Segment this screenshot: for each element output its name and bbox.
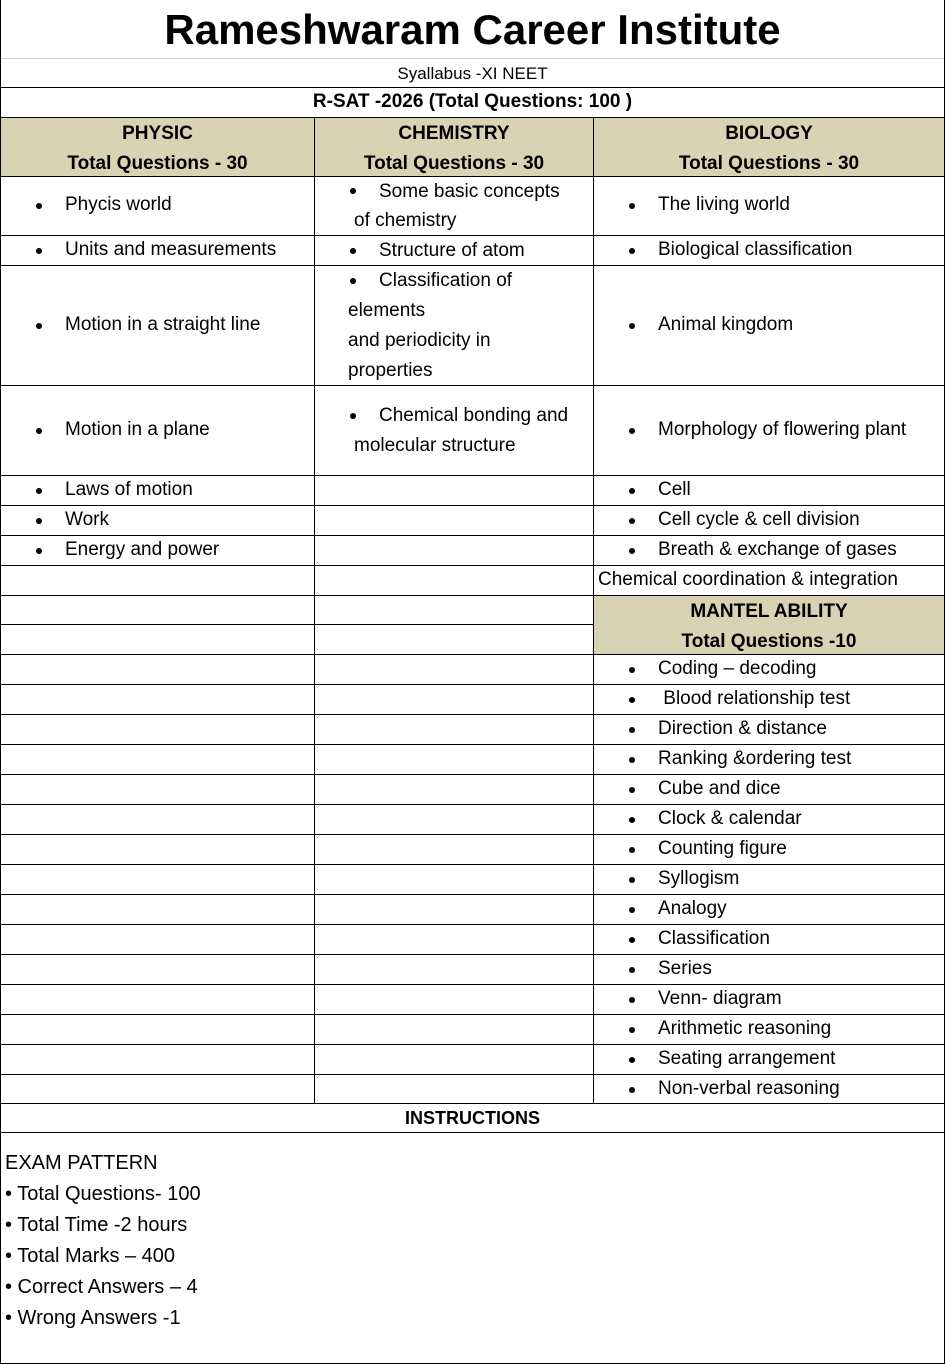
- list-item: [594, 775, 944, 804]
- chemistry-topic-line: molecular structure: [354, 435, 516, 456]
- physics-topic: Units and measurements: [65, 239, 277, 260]
- divider: [0, 744, 945, 745]
- list-item: [594, 386, 944, 475]
- list-item: [594, 805, 944, 834]
- divider: [314, 117, 315, 1104]
- biology-topic: Cell: [658, 479, 691, 500]
- exam-pattern-title: EXAM PATTERN: [5, 1152, 158, 1174]
- list-item: [1, 476, 314, 505]
- biology-name: BIOLOGY: [725, 123, 813, 144]
- mental-topic: Counting figure: [658, 838, 787, 859]
- mental-topic: Seating arrangement: [658, 1048, 836, 1069]
- exam-pattern-item: • Correct Answers – 4: [5, 1276, 198, 1298]
- biology-topic: Animal kingdom: [658, 314, 794, 335]
- list-item: [594, 506, 944, 535]
- list-item: [1, 506, 314, 535]
- divider: [0, 924, 945, 925]
- divider: [0, 954, 945, 955]
- bullet-icon: [36, 518, 42, 524]
- bullet-icon: [629, 488, 635, 494]
- biology-topic: Cell cycle & cell division: [658, 509, 860, 530]
- chemistry-topic-line: Classification of: [379, 270, 513, 291]
- list-item: [594, 925, 944, 954]
- list-item: [594, 955, 944, 984]
- mental-topic: Cube and dice: [658, 778, 781, 799]
- mental-topic: Blood relationship test: [658, 688, 851, 709]
- list-item: [594, 985, 944, 1014]
- exam-line: R-SAT -2026 (Total Questions: 100 ): [312, 91, 633, 112]
- list-item: [1, 236, 314, 265]
- list-item: [594, 566, 944, 595]
- list-item: [594, 685, 944, 714]
- list-item: [315, 236, 593, 265]
- divider: [0, 714, 945, 715]
- list-item: [594, 476, 944, 505]
- mental-header: [594, 596, 944, 654]
- chemistry-topic-line: properties: [348, 360, 433, 381]
- bullet-icon: [629, 817, 635, 823]
- bullet-icon: [36, 488, 42, 494]
- mental-topic: Classification: [658, 928, 770, 949]
- biology-topic: Biological classification: [658, 239, 853, 260]
- list-item: [594, 715, 944, 744]
- mental-topic: Coding – decoding: [658, 658, 817, 679]
- list-item: [315, 177, 593, 235]
- chemistry-header: [315, 118, 593, 176]
- divider: [0, 87, 1, 1364]
- biology-total: Total Questions - 30: [678, 153, 860, 174]
- divider: [0, 1074, 945, 1075]
- chemistry-topic-line: Some basic concepts: [379, 181, 560, 202]
- list-item: [594, 177, 944, 235]
- mental-topic: Arithmetic reasoning: [658, 1018, 832, 1039]
- syllabus-subtitle: Syallabus -XI NEET: [397, 64, 548, 83]
- physics-topic: Work: [65, 509, 109, 530]
- divider: [0, 58, 945, 59]
- divider: [0, 1014, 945, 1015]
- bullet-icon: [36, 203, 42, 209]
- divider: [0, 624, 594, 625]
- divider: [0, 595, 945, 596]
- bullet-icon: [629, 787, 635, 793]
- mental-topic: Clock & calendar: [658, 808, 802, 829]
- biology-topic: Chemical coordination & integration: [598, 569, 898, 590]
- bullet-icon: [629, 248, 635, 254]
- bullet-icon: [629, 548, 635, 554]
- divider: [0, 505, 945, 506]
- physics-header: [1, 118, 314, 176]
- divider: [0, 984, 945, 985]
- divider: [593, 117, 594, 1104]
- divider: [0, 804, 945, 805]
- mental-topic: Series: [658, 958, 712, 979]
- physics-total: Total Questions - 30: [67, 153, 248, 174]
- divider: [0, 894, 945, 895]
- divider: [0, 1363, 945, 1364]
- list-item: [594, 1015, 944, 1044]
- list-item: [315, 266, 593, 385]
- mental-topic: Analogy: [658, 898, 727, 919]
- divider: [0, 654, 945, 655]
- biology-header: [594, 118, 944, 176]
- bullet-icon: [350, 188, 356, 194]
- mental-topic: Ranking &ordering test: [658, 748, 852, 769]
- mental-name: MANTEL ABILITY: [690, 601, 848, 622]
- bullet-icon: [629, 727, 635, 733]
- physics-name: PHYSIC: [122, 123, 193, 144]
- list-item: [594, 655, 944, 684]
- divider: [0, 235, 945, 236]
- mental-topic: Direction & distance: [658, 718, 827, 739]
- bullet-icon: [350, 248, 356, 254]
- bullet-icon: [36, 248, 42, 254]
- list-item: [594, 1045, 944, 1074]
- list-item: [1, 266, 314, 385]
- chemistry-total: Total Questions - 30: [363, 153, 545, 174]
- exam-pattern-item: • Total Questions- 100: [5, 1183, 201, 1205]
- list-item: [315, 386, 593, 475]
- bullet-icon: [629, 518, 635, 524]
- divider: [0, 117, 945, 118]
- bullet-icon: [36, 323, 42, 329]
- list-item: [594, 745, 944, 774]
- page-title: Rameshwaram Career Institute: [164, 6, 781, 53]
- exam-pattern-item: • Total Time -2 hours: [5, 1214, 188, 1236]
- list-item: [594, 865, 944, 894]
- chemistry-topic-line: Structure of atom: [379, 240, 525, 261]
- list-item: [594, 266, 944, 385]
- bullet-icon: [629, 428, 635, 434]
- divider: [0, 864, 945, 865]
- chemistry-topic-line: Chemical bonding and: [379, 405, 569, 426]
- biology-topic: Breath & exchange of gases: [658, 539, 897, 560]
- instructions-heading: INSTRUCTIONS: [405, 1108, 540, 1128]
- list-item: [1, 386, 314, 475]
- bullet-icon: [629, 1057, 635, 1063]
- list-item: [594, 1075, 944, 1104]
- exam-pattern-item: • Total Marks – 400: [5, 1245, 176, 1267]
- divider: [0, 385, 945, 386]
- bullet-icon: [629, 967, 635, 973]
- bullet-icon: [629, 907, 635, 913]
- bullet-icon: [629, 667, 635, 673]
- bullet-icon: [629, 997, 635, 1003]
- divider: [0, 1132, 945, 1133]
- divider: [0, 1103, 945, 1104]
- bullet-icon: [629, 1027, 635, 1033]
- bullet-icon: [629, 203, 635, 209]
- chemistry-topic-line: elements: [348, 300, 426, 321]
- physics-topic: Laws of motion: [65, 479, 193, 500]
- bullet-icon: [350, 278, 356, 284]
- bullet-icon: [629, 877, 635, 883]
- chemistry-topic-line: of chemistry: [354, 210, 457, 231]
- divider: [0, 1044, 945, 1045]
- physics-topic: Motion in a straight line: [65, 314, 261, 335]
- bullet-icon: [36, 548, 42, 554]
- chemistry-name: CHEMISTRY: [398, 123, 510, 144]
- mental-topic: Venn- diagram: [658, 988, 782, 1009]
- list-item: [1, 177, 314, 235]
- bullet-icon: [629, 1087, 635, 1093]
- divider: [0, 834, 945, 835]
- physics-topic: Phycis world: [65, 194, 172, 215]
- bullet-icon: [350, 413, 356, 419]
- bullet-icon: [36, 428, 42, 434]
- bullet-icon: [629, 847, 635, 853]
- physics-topic: Motion in a plane: [65, 419, 210, 440]
- list-item: [594, 895, 944, 924]
- chemistry-topic-line: and periodicity in: [348, 330, 491, 351]
- divider: [0, 176, 945, 177]
- biology-topic: Morphology of flowering plant: [658, 419, 907, 440]
- divider: [0, 774, 945, 775]
- list-item: [594, 236, 944, 265]
- list-item: [594, 536, 944, 565]
- bullet-icon: [629, 697, 635, 703]
- divider: [0, 265, 945, 266]
- divider: [0, 0, 1, 88]
- divider: [0, 684, 945, 685]
- list-item: [1, 536, 314, 565]
- bullet-icon: [629, 757, 635, 763]
- mental-topic: Non-verbal reasoning: [658, 1078, 840, 1099]
- bullet-icon: [629, 323, 635, 329]
- mental-total: Total Questions -10: [681, 631, 857, 652]
- exam-pattern-item: • Wrong Answers -1: [5, 1307, 181, 1329]
- divider: [0, 535, 945, 536]
- list-item: [594, 835, 944, 864]
- divider: [0, 475, 945, 476]
- divider: [0, 565, 945, 566]
- divider: [0, 87, 945, 88]
- physics-topic: Energy and power: [65, 539, 220, 560]
- biology-topic: The living world: [658, 194, 790, 215]
- mental-topic: Syllogism: [658, 868, 740, 889]
- bullet-icon: [629, 937, 635, 943]
